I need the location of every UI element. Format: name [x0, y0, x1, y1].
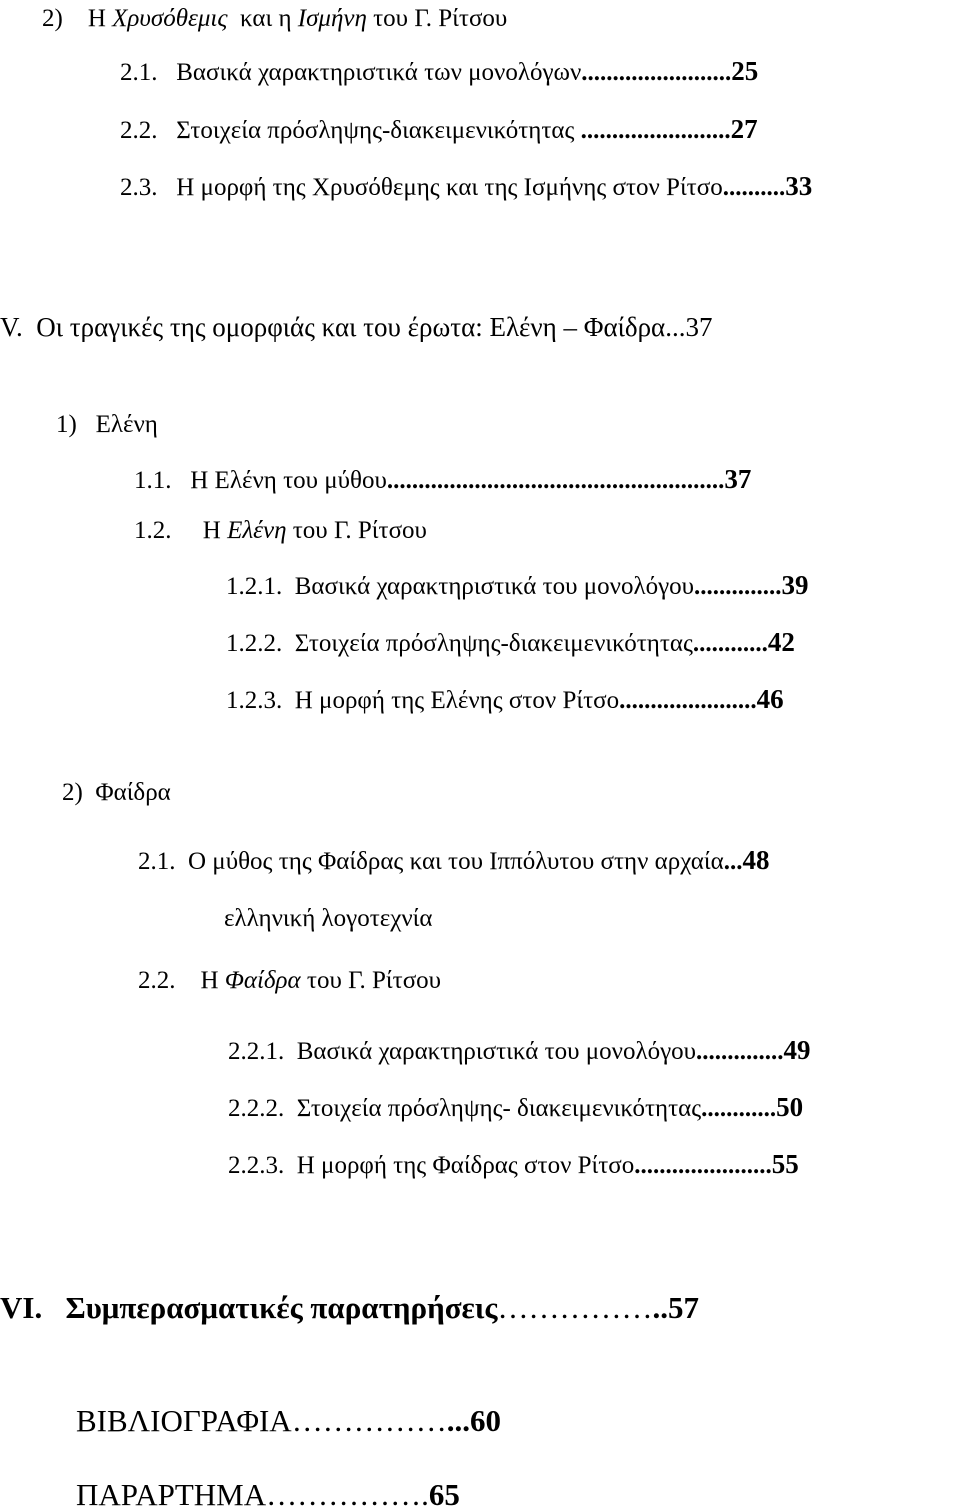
toc-italic-title: Ισμήνη	[297, 5, 367, 32]
toc-entry-2-1[interactable]	[120, 58, 758, 85]
toc-number: 2.1.	[120, 59, 158, 86]
toc-number: V.	[0, 312, 23, 342]
toc-leader-dots: ............	[701, 1095, 777, 1122]
toc-text: Η Ελένη του μύθου	[190, 467, 387, 494]
toc-leader-dots: ..	[652, 1290, 668, 1325]
toc-number: 2.1.	[138, 848, 176, 875]
toc-page-number: 39	[781, 570, 809, 600]
toc-page-number: 65	[428, 1477, 460, 1512]
toc-chapter-vi[interactable]	[0, 1292, 699, 1323]
toc-text: Στοιχεία πρόσληψης- διακειμενικότητας	[296, 1095, 702, 1122]
toc-page-number: 48	[742, 845, 770, 875]
toc-heading-1-2[interactable]	[134, 518, 427, 543]
toc-heading-faidra[interactable]	[62, 780, 171, 805]
toc-number: 1.1.	[134, 467, 172, 494]
toc-text: Βασικά χαρακτηριστικά των μονολόγων	[176, 59, 582, 86]
toc-text: Φαίδρα	[95, 779, 171, 806]
toc-text: Στοιχεία πρόσληψης-διακειμενικότητας	[176, 117, 575, 144]
toc-entry-1-2-2[interactable]	[226, 629, 795, 656]
toc-page-number: 27	[730, 114, 758, 144]
toc-text: Βασικά χαρακτηριστικά του μονολόγου	[296, 1038, 696, 1065]
toc-number: 1.2.2.	[226, 630, 283, 657]
toc-leader-rule: …………….	[266, 1477, 429, 1512]
toc-entry-continuation	[224, 906, 432, 931]
toc-heading-faidra-2-2[interactable]	[138, 968, 441, 993]
toc-number: 2.2.3.	[228, 1152, 285, 1179]
toc-leader-dots: ...	[446, 1403, 470, 1438]
toc-entry-2-2-1[interactable]	[228, 1037, 811, 1064]
toc-text: και η	[240, 5, 292, 32]
toc-page-number: 42	[767, 627, 795, 657]
toc-entry-2-2-3[interactable]	[228, 1151, 799, 1178]
toc-text: Η	[200, 967, 219, 994]
toc-page-number: 60	[469, 1403, 501, 1438]
toc-number: 2.3.	[120, 174, 158, 201]
toc-number: 2)	[42, 5, 63, 32]
toc-leader-dots: ..............	[694, 573, 782, 600]
toc-chapter-v[interactable]	[0, 314, 712, 341]
toc-text: Η μορφή της Φαίδρας στον Ρίτσο	[296, 1152, 635, 1179]
toc-page-number: 33	[785, 171, 813, 201]
toc-number: 1.2.1.	[226, 573, 283, 600]
toc-text: Οι τραγικές της ομορφιάς και του έρωτα: Ελένη – Φαίδρα	[36, 312, 666, 342]
toc-number: 2.2.2.	[228, 1095, 285, 1122]
toc-text: Ελένη	[95, 411, 158, 438]
toc-page-number: 46	[756, 684, 784, 714]
toc-text: ελληνική λογοτεχνία	[224, 905, 433, 932]
toc-heading-eleni[interactable]	[56, 412, 158, 437]
toc-entry-2-2-2[interactable]	[228, 1094, 803, 1121]
toc-text: Ο μύθος της Φαίδρας και του Ιππόλυτου στην αρχαία	[188, 848, 724, 875]
toc-italic-title: Φαίδρα	[224, 967, 301, 994]
toc-number: 2.2.	[120, 117, 158, 144]
toc-number: 2.2.1.	[228, 1038, 285, 1065]
toc-text: του Γ. Ρίτσου	[306, 967, 442, 994]
toc-number: 2)	[62, 779, 83, 806]
toc-number: 1)	[56, 411, 77, 438]
toc-leader-rule: ……………	[291, 1403, 447, 1438]
toc-page-number: 37	[685, 312, 713, 342]
toc-text: Συμπερασματικές παρατηρήσεις	[65, 1290, 498, 1325]
toc-appendix[interactable]	[76, 1479, 460, 1510]
toc-text: του Γ. Ρίτσου	[373, 5, 508, 32]
toc-italic-title: Χρυσόθεμις	[112, 5, 228, 32]
toc-text: Η μορφή της Χρυσόθεμης και της Ισμήνης στον Ρίτσο	[176, 174, 723, 201]
toc-bibliography[interactable]	[76, 1405, 501, 1436]
toc-leader-dots: ...	[665, 312, 686, 342]
toc-number: 1.2.	[134, 517, 172, 544]
toc-leader-dots: ...	[723, 848, 743, 875]
toc-page-number: 55	[771, 1149, 799, 1179]
toc-text: Η	[202, 517, 221, 544]
toc-text: Βασικά χαρακτηριστικά του μονολόγου	[294, 573, 694, 600]
toc-entry-2-2[interactable]	[120, 116, 758, 143]
toc-leader-dots: ..........	[722, 174, 786, 201]
toc-entry-faidra-2-1[interactable]	[138, 847, 769, 874]
toc-text: ΠΑΡΑΡΤΗΜΑ	[76, 1477, 267, 1512]
toc-entry-1-2-3[interactable]	[226, 686, 784, 713]
toc-leader-dots: ........................	[581, 59, 732, 86]
toc-number: VI.	[0, 1290, 43, 1325]
toc-page-number: 25	[731, 56, 759, 86]
toc-leader-dots: ..............	[696, 1038, 784, 1065]
toc-text: του Γ. Ρίτσου	[292, 517, 427, 544]
toc-entry-2-3[interactable]	[120, 173, 812, 200]
toc-number: 2.2.	[138, 967, 176, 994]
toc-leader-dots: ......................	[619, 687, 757, 714]
toc-leader-dots: ......................................................	[386, 467, 725, 494]
toc-text: Η	[87, 5, 106, 32]
toc-page-number: 50	[776, 1092, 804, 1122]
toc-text: Στοιχεία πρόσληψης-διακειμενικότητας	[294, 630, 693, 657]
toc-leader-dots: ........................	[580, 117, 731, 144]
toc-leader-dots: ......................	[634, 1152, 772, 1179]
toc-leader-dots: ............	[692, 630, 768, 657]
toc-number: 1.2.3.	[226, 687, 283, 714]
toc-text: ΒΙΒΛΙΟΓΡΑΦΙΑ	[76, 1403, 292, 1438]
toc-page-number: 37	[724, 464, 752, 494]
toc-italic-title: Ελένη	[227, 517, 287, 544]
toc-leader-rule: ……………	[497, 1290, 653, 1325]
toc-text: Η μορφή της Ελένης στον Ρίτσο	[294, 687, 620, 714]
toc-heading-chrysothemis-ismini[interactable]	[42, 6, 507, 31]
toc-entry-1-2-1[interactable]	[226, 572, 809, 599]
toc-page-number: 49	[783, 1035, 811, 1065]
toc-page-number: 57	[668, 1290, 699, 1325]
toc-entry-1-1[interactable]	[134, 466, 751, 493]
